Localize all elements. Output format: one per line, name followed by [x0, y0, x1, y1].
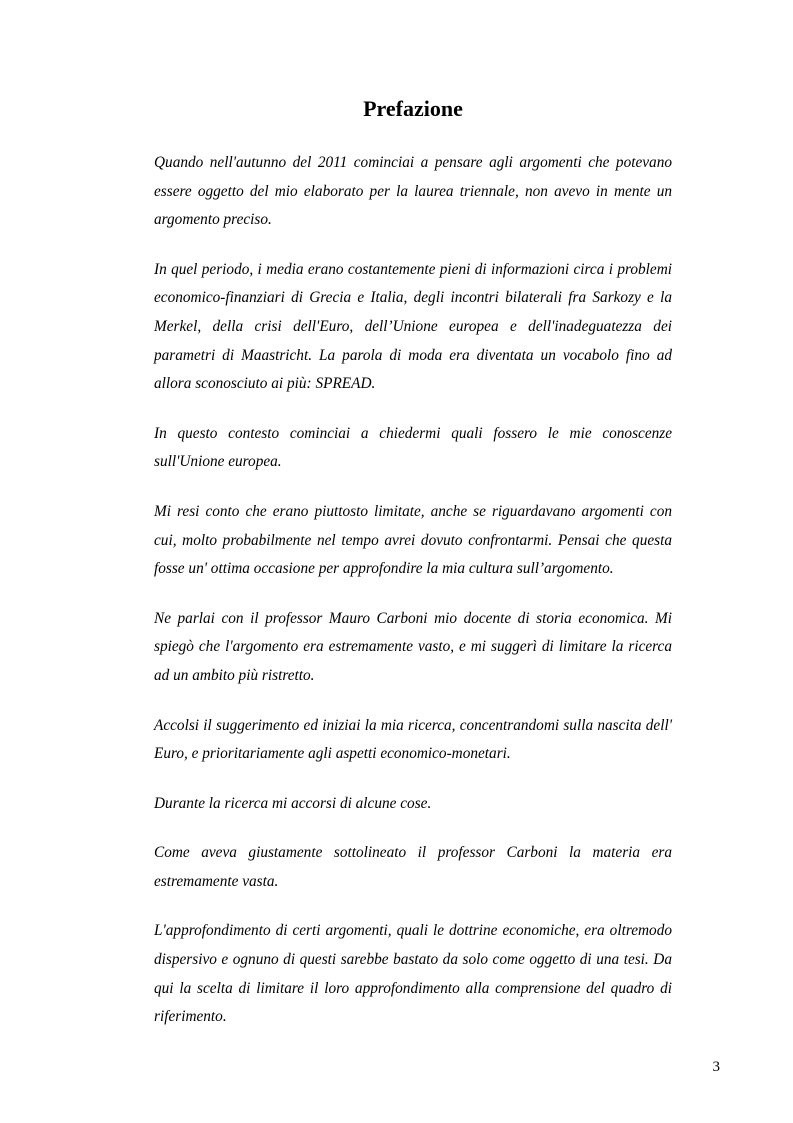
- paragraph-9: L'approfondimento di certi argomenti, quali le dottrine economiche, era oltremodo dispersivo e ognuno di questi sarebbe bastato da solo come oggetto di una tesi. Da qui la scelta di limitare il loro approfondimento alla comprensione del quadro di riferimento.: [154, 922, 672, 1026]
- paragraph-8: Come aveva giustamente sottolineato il professor Carboni la materia era estremamente vasta.: [154, 844, 672, 890]
- paragraph-5: Ne parlai con il professor Mauro Carboni mio docente di storia economica. Mi spiegò che l'argomento era estremamente vasto, e mi suggerì di limitare la ricerca ad un ambito più ristretto.: [154, 609, 672, 684]
- paragraph-3: In questo contesto cominciai a chiedermi quali fossero le mie conoscenze sull'Unione europea.: [154, 424, 672, 471]
- paragraph-6: Accolsi il suggerimento ed iniziai la mia ricerca, concentrandomi sulla nascita dell' Euro, e prioritariamente agli aspetti economico-monetari.: [154, 716, 672, 763]
- body-text: [154, 149, 672, 1053]
- paragraph-4: Mi resi conto che erano piuttosto limitate, anche se riguardavano argomenti con cui, molto probabilmente nel tempo avrei dovuto confrontarmi. Pensai che questa fosse un' ottima occasione per approfondire la mia cultura sull’argomento.: [154, 502, 672, 578]
- page-number: 3: [712, 1059, 720, 1075]
- page-title: Prefazione: [363, 96, 463, 121]
- paragraph-2: In quel periodo, i media erano costantemente pieni di informazioni circa i problemi economico-finanziari di Grecia e Italia, degli incontri bilaterali fra Sarkozy e la Merkel, della crisi dell'Euro, dell’Unione europea e dell'inadeguatezza dei parametri di Maastricht. La parola di moda era diventata un vocabolo fino ad allora sconosciuto ai più: SPREAD.: [154, 260, 672, 393]
- paragraph-7: Durante la ricerca mi accorsi di alcune cose.: [154, 794, 432, 812]
- paragraph-1: Quando nell'autunno del 2011 cominciai a pensare agli argomenti che potevano essere oggetto del mio elaborato per la laurea triennale, non avevo in mente un argomento preciso.: [154, 154, 672, 229]
